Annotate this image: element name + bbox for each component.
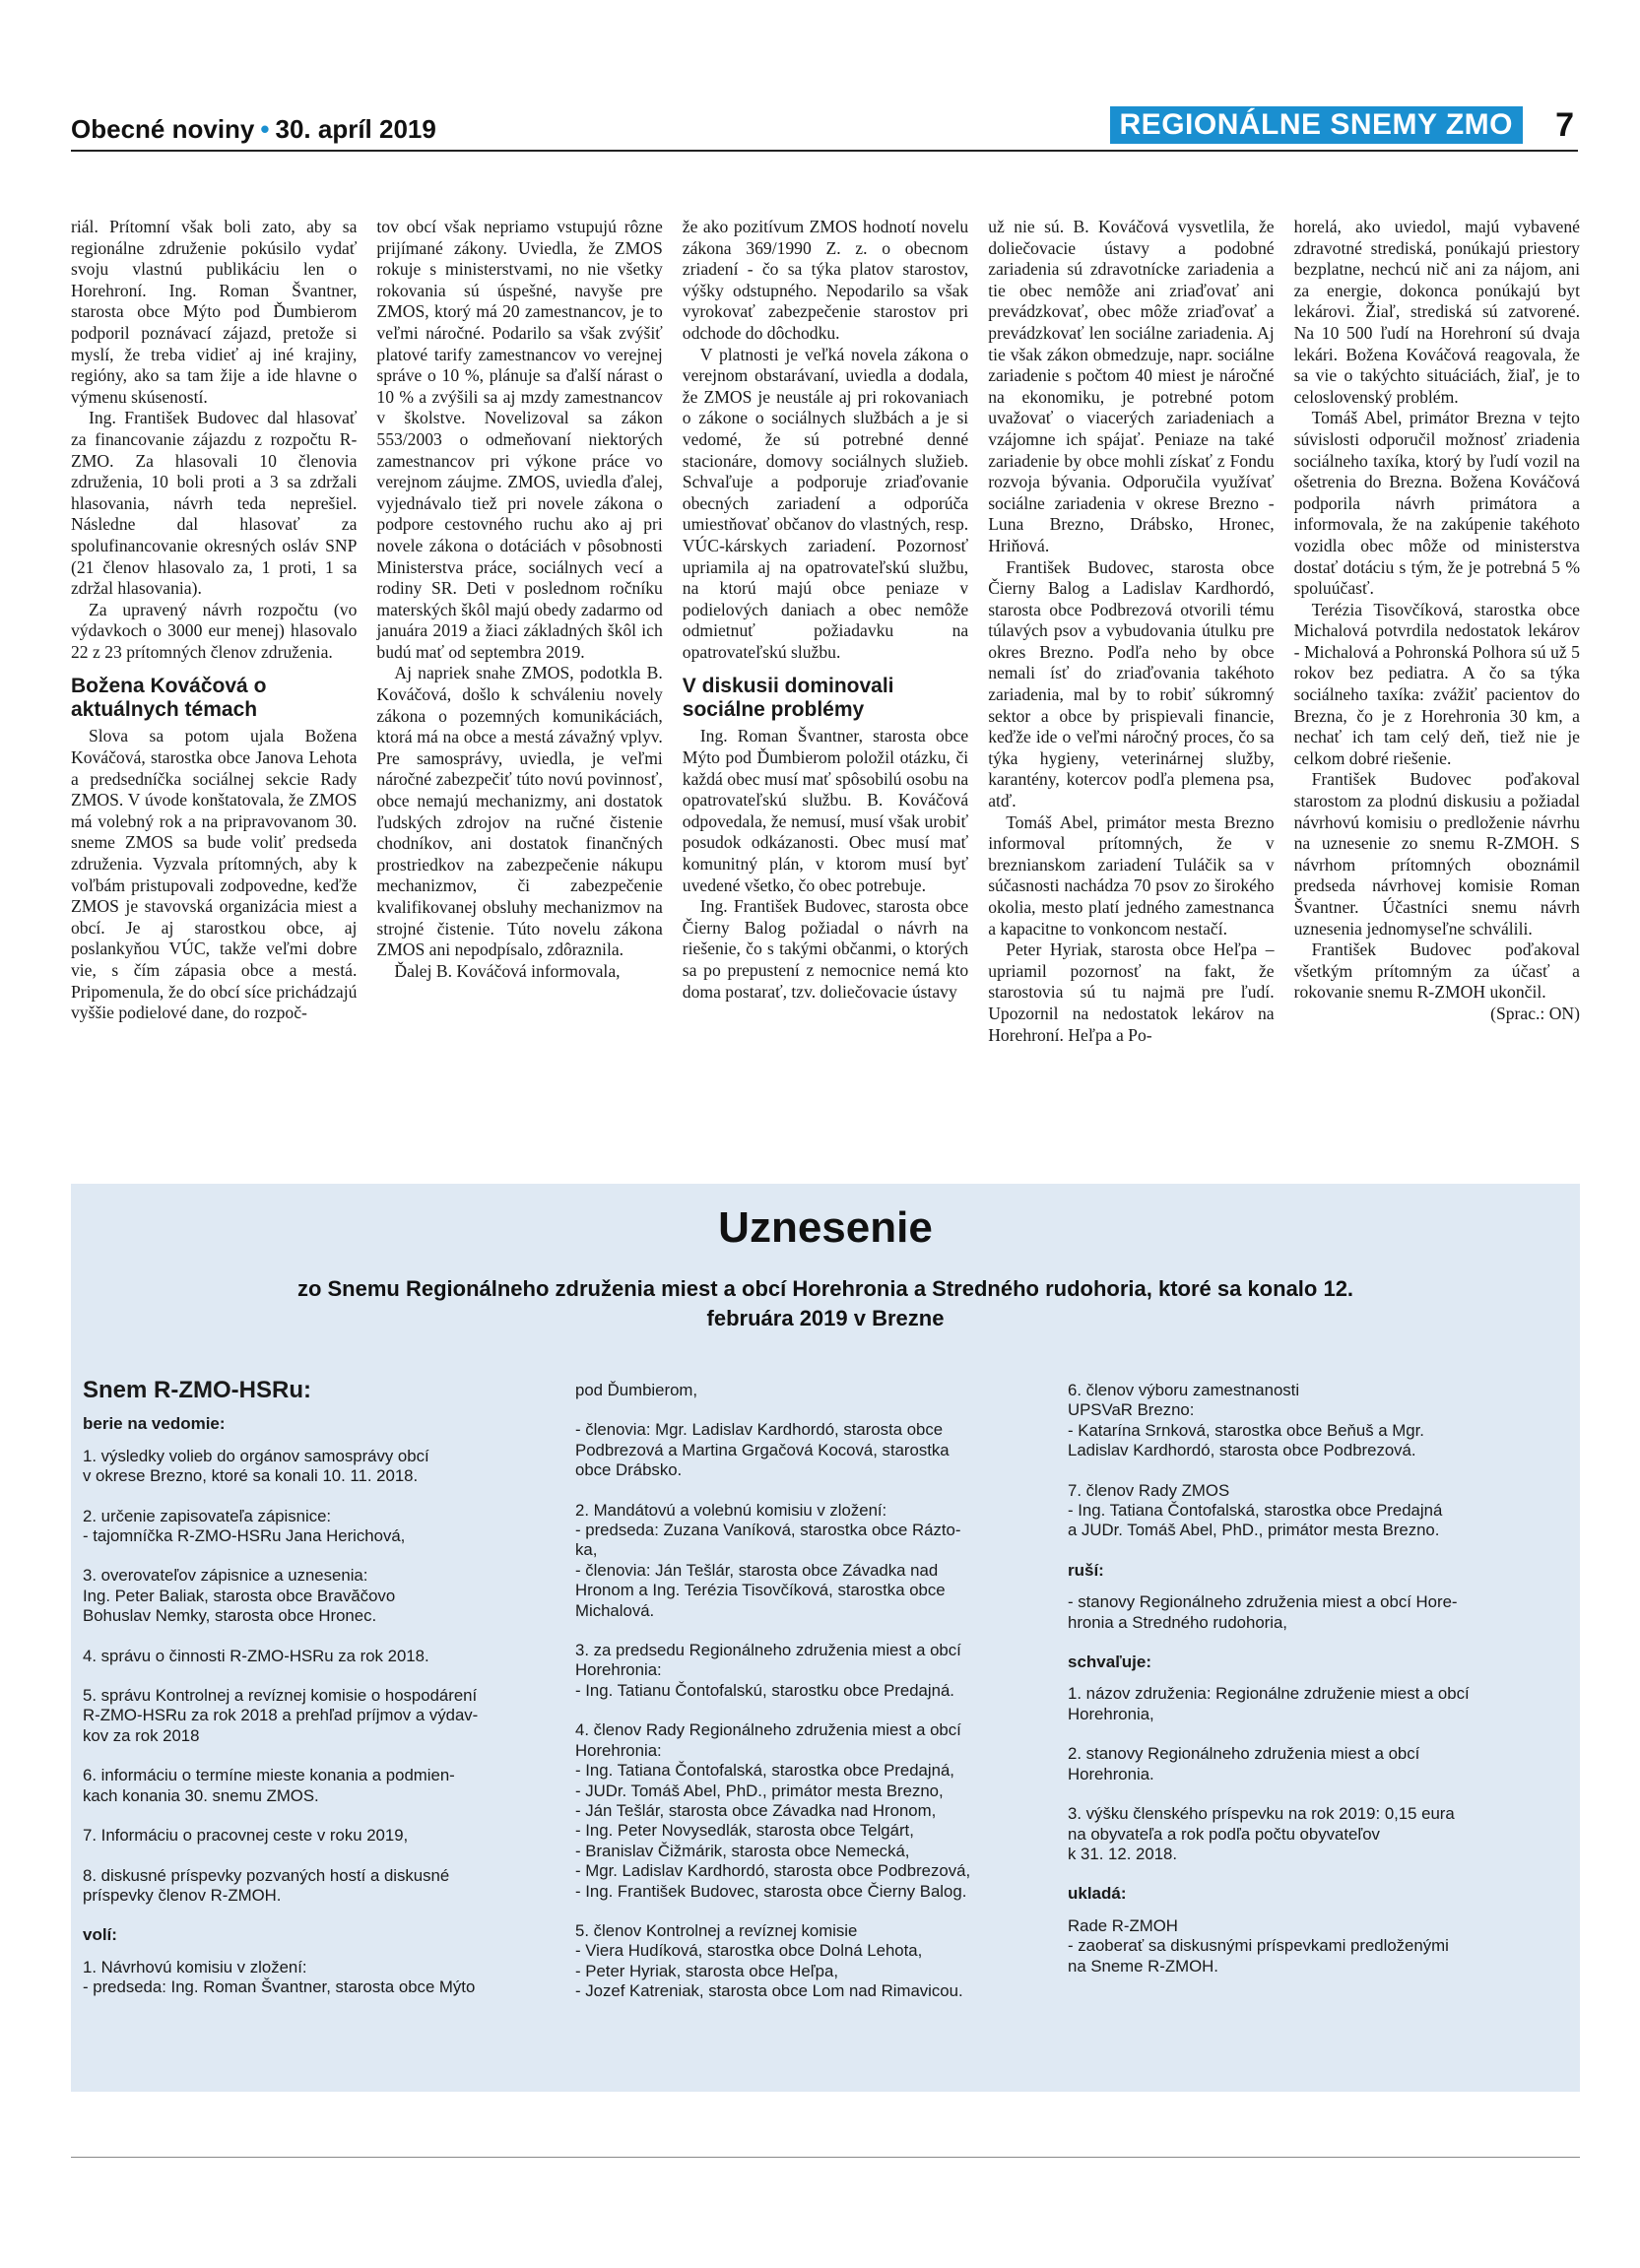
article-column-4 (988, 217, 1274, 1154)
resolution-item: - stanovy Regionálneho združenia miest a obcí Hore- hronia a Stredného rudohoria, (1068, 1592, 1458, 1632)
resolution-item: 2. určenie zapisovateľa zápisnice: - tajomníčka R-ZMO-HSRu Jana Herichová, (83, 1506, 406, 1546)
issue-date: 30. apríl 2019 (275, 114, 436, 144)
resolution-item: 1. názov združenia: Regionálne združenie miest a obcí Horehronia, (1068, 1684, 1470, 1723)
article-paragraph: František Budovec, starosta obce Čierny Balog a Ladislav Kardhordó, starosta obce Podbrezová otvorili tému túlavých psov a vybudovania útulku pre okres Brezno. Podľa neho by obce nemali ísť do zriaďovania takéhoto zariadenia, mal by to robiť súkromný sektor a obce by prispievali financie, keďže ide o veľmi náročný proces, čo sa týka hygieny, veterinárnej služby, karantény, kotercov podľa plemena psa, atď. (988, 556, 1275, 811)
resolution-item: 8. diskusné príspevky pozvaných hostí a diskusné príspevky členov R-ZMOH. (83, 1865, 450, 1905)
resolution-section-heading: ruší: (1068, 1560, 1104, 1580)
resolution-item: 6. informáciu o termíne mieste konania a podmien- kach konania 30. snemu ZMOS. (83, 1766, 455, 1805)
article-subheading: Božena Kováčová o aktuálnych témach (71, 675, 267, 722)
section-label: REGIONÁLNE SNEMY ZMO (1110, 106, 1523, 144)
article-paragraph: František Budovec poďakoval starostom za plodnú diskusiu a požiadal návrhovú komisiu o predloženie návrhu na uznesenie zo snemu R-ZMOH. S návrhom prítomných oboznámil predseda návrhovej komisie Roman Švantner. Účastníci snemu návrh uznesenia jednomyseľne schválili. (1293, 769, 1580, 939)
resolution-column-3 (1068, 1381, 1560, 1996)
resolution-item: 1. Návrhovú komisiu v zložení: - predseda: Ing. Roman Švantner, starosta obce Mýto (83, 1957, 476, 1997)
article-paragraph: Peter Hyriak, starosta obce Heľpa – upriamil pozornosť na fakt, že starostovia sú tu najmä pre ľudí. Upozornil na nedostatok lekárov na Horehroní. Heľpa a Po- (988, 940, 1275, 1045)
resolution-item: 4. správu o činnosti R-ZMO-HSRu za rok 2018. (83, 1646, 429, 1665)
resolution-item: 3. overovateľov zápisnice a uznesenia: Ing. Peter Baliak, starosta obce Bravăčovo Bohuslav Nemky, starosta obce Hronec. (83, 1566, 396, 1626)
resolution-item: 5. správu Kontrolnej a revíznej komisie o hospodárení R-ZMO-HSRu za rok 2018 a prehľad príjmov a výdav- kov za rok 2018 (83, 1686, 479, 1745)
article-paragraph: František Budovec poďakoval všetkým prítomným za účasť a rokovanie snemu R-ZMOH ukončil. (1293, 940, 1580, 1003)
resolution-item: 7. Informáciu o pracovnej ceste v roku 2019, (83, 1826, 409, 1846)
article-paragraph: Ing. František Budovec dal hlasovať za financovanie zájazdu z rozpočtu R-ZMO. Za hlasovali 10 členovia združenia, 10 boli proti a 3 sa zdržali hlasovania, návrh teda neprešiel. Následne dal hlasovať za spolufinancovanie okresných osláv SNP (21 členov hlasovalo za, 1 proti, 1 sa zdržal hlasovania). (71, 408, 358, 599)
page-header (71, 106, 1578, 152)
article-paragraph: že ako pozitívum ZMOS hodnotí novelu zákona 369/1990 Z. z. o obecnom zriadení - čo sa týka platov starostov, výšky odstupného. Nepodarilo sa však vyrokovať zabezpečenie starostov pri odchode do dôchodku. (682, 217, 969, 343)
resolution-item: 5. členov Kontrolnej a revíznej komisie - Viera Hudíková, starostka obce Dolná Lehota, - Peter Hyriak, starosta obce Heľpa, - Jozef Katreniak, starosta obce Lom nad Rimavicou. (575, 1920, 963, 2001)
resolution-item: - členovia: Mgr. Ladislav Kardhordó, starosta obce Podbrezová a Martina Grgačová Kocová, starostka obce Drábsko. (575, 1420, 950, 1480)
article-paragraph: Tomáš Abel, primátor Brezna v tejto súvislosti odporučil možnosť zriadenia sociálneho taxíka, ktorý by ľudí vozil na ošetrenia do Brezna. Božena Kováčová podporila návrh primátora a informovala, že na zakúpenie takéhoto vozidla obec môže od ministerstva dostať dotáciu s tým, že je potrebná 5 % spoluúčasť. (1293, 408, 1580, 599)
article-paragraph: Ing. František Budovec, starosta obce Čierny Balog požiadal o návrh na riešenie, čo s takými občanmi, o ktorých sa po prepustení z nemocnice nemá kto doma postarať, tzv. doliečovacie ústavy (682, 896, 969, 1002)
article-paragraph: Tomáš Abel, primátor mesta Brezno informoval prítomných, že v breznianskom zariadení Tuláčik sa v súčasnosti nachádza 70 psov zo širokého okolia, mesto platí jedného zamestnanca a kapacitne to vonkoncom nestačí. (988, 811, 1275, 939)
separator-dot-icon: • (260, 114, 270, 144)
article-paragraph: Aj napriek snahe ZMOS, podotkla B. Kováčová, došlo k schváleniu novely zákona o pozemných komunikáciách, ktorá má na obce a mestá závažný vplyv. Pre samosprávy, uviedla, je veľmi náročné zabezpečiť túto novú povinnosť, obce nemajú mechanizmy, ani dostatok ľudských zdrojov na ručné čistenie chodníkov, ani dostatok finančných prostriedkov na zabezpečenie nákupu mechanizmov, či zabezpečenie kvalifikovanej obsluhy mechanizmov na strojné čistenie. Túto novelu zákona ZMOS ani nepodpísalo, zdôraznila. (376, 663, 663, 960)
resolution-column-1 (83, 1377, 554, 2018)
article-paragraph: horelá, ako uviedol, majú vybavené zdravotné strediská, ponúkajú priestory bezplatne, nechcú nič ani za nájom, ani za energie, dokonca ponúkajú byt lekárovi. Žiaľ, strediská sú zatvorené. Na 10 500 ľudí na Horehroní sú dvaja lekári. Božena Kováčová reagovala, že sa vie o takýchto situáciách, žiaľ, je to celoslovenský problém. (1293, 217, 1580, 407)
resolution-subtitle: zo Snemu Regionálneho združenia miest a obcí Horehronia a Stredného rudohoria, ktoré sa konalo 12. februára 2019 v Brezne (296, 1276, 1354, 1330)
resolution-item: 4. členov Rady Regionálneho združenia miest a obcí Horehronia: - Ing. Tatiana Čontofalská, starostka obce Predajná, - JUDr. Tomáš Abel, PhD., primátor mesta Brezno, - Ján Tešlár, starosta obce Závadka nad Hronom, - Ing. Peter Novysedlák, starosta obce Telgárt, - Branislav Čižmárik, starosta obce Nemecká, - Mgr. Ladislav Kardhordó, starosta obce Podbrezová, - Ing. František Budovec, starosta obce Čierny Balog. (575, 1720, 971, 1901)
resolution-section-heading: volí: (83, 1925, 117, 1945)
article-subheading: V diskusii dominovali sociálne problémy (682, 675, 894, 722)
article-paragraph: Slova sa potom ujala Božena Kováčová, starostka obce Janova Lehota a predsedníčka sociálnej sekcie Rady ZMOS. V úvode konštatovala, že ZMOS má volebný rok a na pripravovanom 30. sneme ZMOS sa bude voliť predseda združenia. Vyzvala prítomných, aby k voľbám pristupovali zodpovedne, keďže ZMOS je stavovská organizácia miest a obcí. Je aj starostkou obce, aj poslankyňou VÚC, takže veľmi dobre vie, s čím zápasia obce a mestá. Pripomenula, že do obcí síce prichádzajú vyššie podielové dane, do rozpoč- (71, 726, 358, 1023)
article-paragraph: Ďalej B. Kováčová informovala, (394, 960, 621, 981)
resolution-item: 2. stanovy Regionálneho združenia miest a obcí Horehronia. (1068, 1744, 1420, 1783)
author-signature: (Sprac.: ON) (1490, 1003, 1580, 1023)
article-column-2 (376, 217, 662, 1154)
article-column-5 (1294, 217, 1580, 1154)
article-paragraph: tov obcí však nepriamo vstupujú rôzne prijímané zákony. Uviedla, že ZMOS rokuje s ministerstvami, no nie všetky rokovania sú úspešné, navyše pre ZMOS, ktorý má 20 zamestnancov, je to veľmi náročné. Podarilo sa však zvýšiť platové tarify zamestnancov vo verejnej správe o 10 %, plánuje sa ďalší nárast o 10 % a zvýšili sa aj mzdy zamestnancov v školstve. Novelizoval sa zákon 553/2003 o odmeňovaní niektorých zamestnancov pri výkone práce vo verejnom záujme. ZMOS, uviedla ďalej, vyjednávalo tiež pri novele zákona o podpore cestovného ruchu ako aj pri novele zákona o dotáciách v pôsobnosti Ministerstva práce, sociálnych vecí a rodiny SR. Deti v poslednom ročníku materských škôl majú obedy zadarmo od januára 2019 a žiaci základných škôl ich budú mať od septembra 2019. (376, 217, 663, 662)
bottom-rule (71, 2157, 1580, 2158)
resolution-item: 6. členov výboru zamestnanosti UPSVaR Brezno: - Katarína Srnková, starostka obce Beňuš a Mgr. Ladislav Kardhordó, starosta obce Podbrezová. (1068, 1381, 1424, 1460)
resolution-section-heading: berie na vedomie: (83, 1414, 226, 1434)
resolution-column-2 (575, 1381, 1038, 2022)
resolution-heading: Snem R-ZMO-HSRu: (83, 1377, 311, 1403)
article-paragraph: Za upravený návrh rozpočtu (vo výdavkoch o 3000 eur menej) hlasovalo 22 z 23 prítomných členov združenia. (71, 599, 358, 662)
resolution-item: 7. členov Rady ZMOS - Ing. Tatiana Čontofalská, starostka obce Predajná a JUDr. Tomáš Abel, PhD., primátor mesta Brezno. (1068, 1480, 1443, 1540)
article-paragraph: Terézia Tisovčíková, starostka obce Michalová potvrdila nedostatok lekárov - Michalová a Pohronská Polhora sú už 5 rokov bez pediatra. A čo sa týka sociálneho taxíka: zvážiť pacientov do Brezna, čo je z Horehronia 30 km, a nechať ich tam celý deň, tiež nie je celkom dobré riešenie. (1293, 599, 1580, 768)
article-column-3 (683, 217, 968, 1154)
resolution-item: 1. výsledky volieb do orgánov samosprávy obcí v okrese Brezno, ktoré sa konali 10. 11. 2018. (83, 1446, 429, 1486)
resolution-item: 2. Mandátovú a volebnú komisiu v zložení: - predseda: Zuzana Vaníková, starostka obce Rázto- ka, - členovia: Ján Tešlár, starosta obce Závadka nad Hronom a Ing. Terézia Tisovčíková, starostka obce Michalová. (575, 1500, 961, 1620)
resolution-item: 3. výšku členského príspevku na rok 2019: 0,15 eura na obyvateľa a rok podľa počtu obyvateľov k 31. 12. 2018. (1068, 1804, 1455, 1863)
masthead (71, 114, 436, 145)
article-paragraph: V platnosti je veľká novela zákona o verejnom obstarávaní, uviedla a dodala, že ZMOS je neustále aj pri rokovaniach o zákone o sociálnych službách a je si vedomé, že sú potrebné denné stacionáre, domovy sociálnych služieb. Schvaľuje a podporuje zriaďovanie obecných zariadení a odporúča umiestňovať občanov do vlastných, resp. VÚC-kárskych zariadení. Pozornosť upriamila aj na opatrovateľskú službu, na ktorú majú obce peniaze v podielových daniach a obec nemôže odmietnuť požiadavku na opatrovateľskú službu. (682, 344, 969, 662)
article-paragraph: Ing. Roman Švantner, starosta obce Mýto pod Ďumbierom položil otázku, či každá obec musí mať spôsobilú osobu na opatrovateľskú službu. B. Kováčová odpovedala, že nemusí, musí však urobiť posudok odkázanosti. Obec musí mať komunitný plán, v ktorom musí byť uvedené všetko, čo obec potrebuje. (682, 726, 969, 895)
paper-name: Obecné noviny (71, 114, 255, 144)
article-body (71, 217, 1580, 1154)
article-paragraph: už nie sú. B. Kováčová vysvetlila, že doliečovacie ústavy a podobné zariadenia sú zdravotnícke zariadenia a tie obec nemôže ani zriaďovať ani prevádzkovať, obec môže zriaďovať a prevádzkovať len sociálne zariadenia. Aj tie však zákon obmedzuje, napr. sociálne zariadenie s počtom 40 miest je náročné na ekonomiku, je potrebné potom uvažovať o viacerých zariadeniach a vzájomne ich spájať. Peniaze na také zariadenie by obce mohli získať z Fondu rozvoja bývania. Odporučila využívať sociálne zariadenia v okrese Brezno - Luna Brezno, Drábsko, Hronec, Hriňová. (988, 217, 1275, 555)
article-paragraph: riál. Prítomní však boli zato, aby sa regionálne združenie pokúsilo vydať svoju vlastnú publikáciu len o Horehroní. Ing. Roman Švantner, starosta obce Mýto pod Ďumbierom podporil poznávací zájazd, pretože si myslí, že treba vidieť aj iné krajiny, regióny, ako sa tam žije a ide hlavne o výmenu skúseností. (71, 217, 358, 407)
resolution-title: Uznesenie (718, 1203, 933, 1252)
resolution-item: Rade R-ZMOH - zaoberať sa diskusnými príspevkami predloženými na Sneme R-ZMOH. (1068, 1915, 1449, 1976)
page-number: 7 (1555, 106, 1574, 144)
resolution-section-heading: ukladá: (1068, 1884, 1127, 1904)
resolution-item: 3. za predsedu Regionálneho združenia miest a obcí Horehronia: - Ing. Tatianu Čontofalskú, starostku obce Predajná. (575, 1641, 961, 1700)
article-column-1 (71, 217, 357, 1154)
resolution-box (71, 1184, 1580, 2092)
resolution-section-heading: schvaľuje: (1068, 1652, 1151, 1672)
resolution-item: pod Ďumbierom, (575, 1381, 698, 1399)
